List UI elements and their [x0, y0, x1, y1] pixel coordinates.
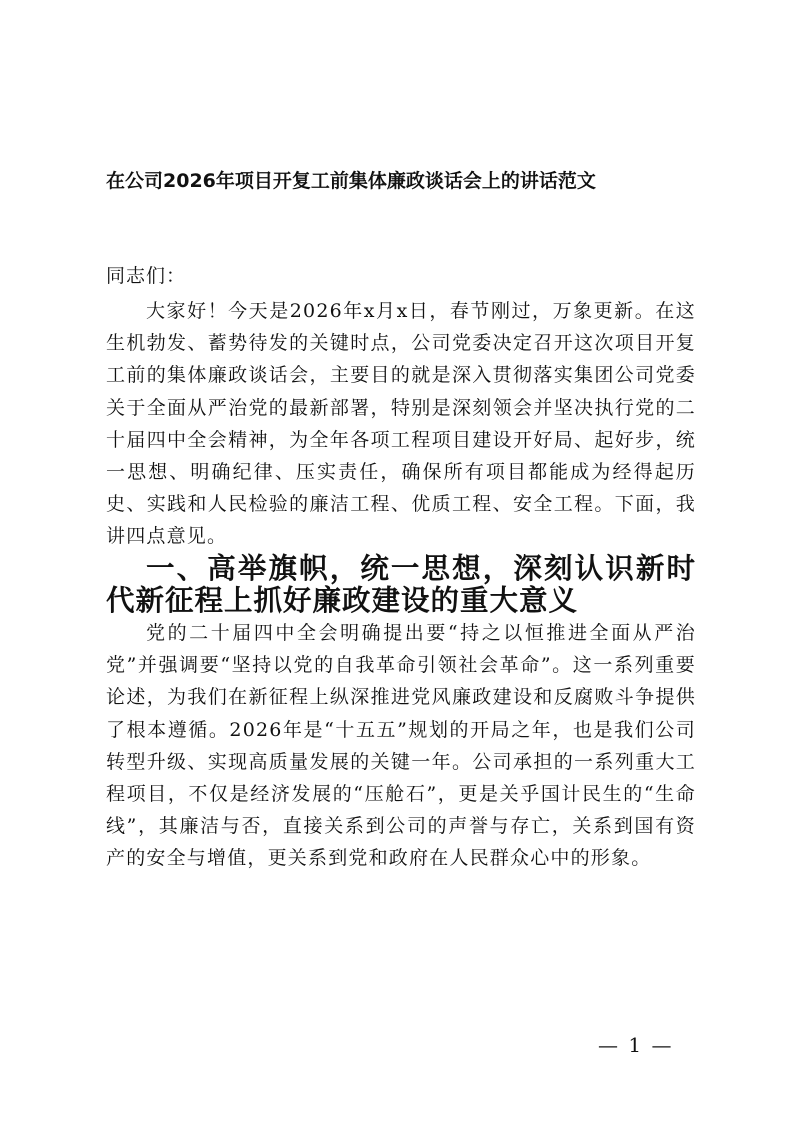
section-1-paragraph: 党的二十届四中全会明确提出要“持之以恒推进全面从严治党”并强调要“坚持以党的自我革命引领社会革命”。这一系列重要论述，为我们在新征程上纵深推进党风廉政建设和反腐败斗争提供了根本遵循。2026年是“十五五”规划的开局之年，也是我们公司转型升级、实现高质量发展的关键一年。公司承担的一系列重大工程项目，不仅是经济发展的“压舱石”，更是关乎国计民生的“生命线”，其廉洁与否，直接关系到公司的声誉与存亡，关系到国有资产的安全与增值，更关系到党和政府在人民群众心中的形象。	[106, 622, 696, 870]
document-title: 在公司2026年项目开复工前集体廉政谈话会上的讲话范文	[106, 170, 596, 192]
salutation: 同志们：	[106, 265, 187, 287]
opening-paragraph: 大家好！今天是2026年x月x日，春节刚过，万象更新。在这生机勃发、蓄势待发的关键时点，公司党委决定召开这次项目开复工前的集体廉政谈话会，主要目的就是深入贯彻落实集团公司党委关于全面从严治党的最新部署，特别是深刻领会并坚决执行党的二十届四中全会精神，为全年各项工程项目建设开好局、起好步，统一思想、明确纪律、压实责任，确保所有项目都能成为经得起历史、实践和人民检验的廉洁工程、优质工程、安全工程。下面，我讲四点意见。	[106, 300, 696, 548]
section-heading-1: 一、高举旗帜，统一思想，深刻认识新时代新征程上抓好廉政建设的重大意义	[106, 551, 696, 617]
page-number: — 1 —	[598, 1033, 674, 1057]
document-body	[106, 295, 696, 875]
